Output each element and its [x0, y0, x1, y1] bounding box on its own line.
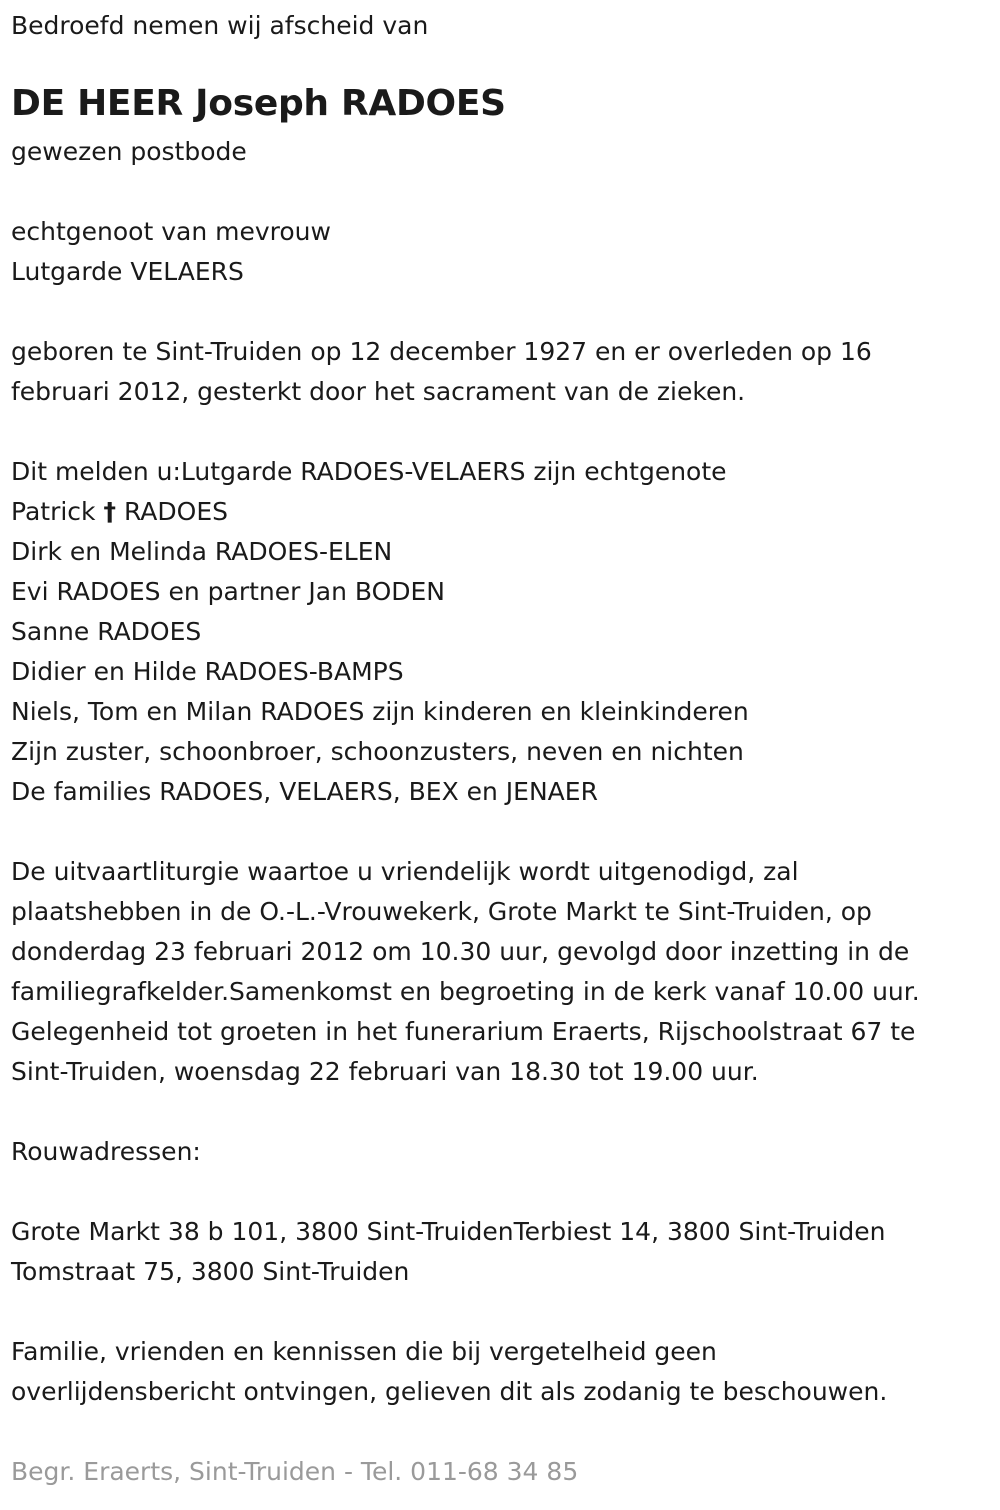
family-line: Dirk en Melinda RADOES-ELEN [11, 537, 393, 566]
spacer [11, 412, 991, 452]
spacer [11, 292, 991, 332]
obituary-notice [11, 6, 991, 1492]
family-line-patrick [11, 492, 991, 532]
family-line: Niels, Tom en Milan RADOES zijn kinderen en kleinkinderen [11, 697, 749, 726]
addresses-label: Rouwadressen: [11, 1137, 201, 1166]
cross-icon: † [103, 497, 116, 526]
family-line: Evi RADOES en partner Jan BODEN [11, 577, 445, 606]
funeral-line: Gelegenheid tot groeten in het funerarium Eraerts, Rijschoolstraat 67 te [11, 1017, 916, 1046]
funeral-line: familiegrafkelder.Samenkomst en begroeting in de kerk vanaf 10.00 uur. [11, 977, 920, 1006]
spouse-line-2: Lutgarde VELAERS [11, 257, 244, 286]
patrick-last-name: RADOES [123, 497, 228, 526]
patrick-first-name: Patrick [11, 497, 96, 526]
funeral-line: donderdag 23 februari 2012 om 10.30 uur, gevolgd door inzetting in de [11, 937, 910, 966]
spacer [11, 1172, 991, 1212]
closing-line: Familie, vrienden en kennissen die bij vergetelheid geen [11, 1337, 717, 1366]
birth-death-line-2: februari 2012, gesterkt door het sacrament van de zieken. [11, 377, 746, 406]
spacer [11, 1292, 991, 1332]
family-line: Sanne RADOES [11, 617, 202, 646]
funeral-line: Sint-Truiden, woensdag 22 februari van 18.30 tot 19.00 uur. [11, 1057, 759, 1086]
occupation-text: gewezen postbode [11, 137, 247, 166]
closing-line: overlijdensbericht ontvingen, gelieven dit als zodanig te beschouwen. [11, 1377, 888, 1406]
birth-death-line-1: geboren te Sint-Truiden op 12 december 1927 en er overleden op 16 [11, 337, 872, 366]
deceased-name: DE HEER Joseph RADOES [11, 83, 506, 124]
spacer [11, 1092, 991, 1132]
intro-text: Bedroefd nemen wij afscheid van [11, 11, 429, 40]
address-line: Grote Markt 38 b 101, 3800 Sint-TruidenTerbiest 14, 3800 Sint-Truiden [11, 1217, 886, 1246]
funeral-home-footer: Begr. Eraerts, Sint-Truiden - Tel. 011-68 34 85 [11, 1457, 579, 1486]
family-line: Zijn zuster, schoonbroer, schoonzusters, neven en nichten [11, 737, 744, 766]
spouse-line-1: echtgenoot van mevrouw [11, 217, 331, 246]
spacer [11, 1412, 991, 1452]
spacer [11, 172, 991, 212]
address-line: Tomstraat 75, 3800 Sint-Truiden [11, 1257, 410, 1286]
funeral-line: De uitvaartliturgie waartoe u vriendelijk wordt uitgenodigd, zal [11, 857, 799, 886]
funeral-line: plaatshebben in de O.-L.-Vrouwekerk, Grote Markt te Sint-Truiden, op [11, 897, 872, 926]
spacer [11, 812, 991, 852]
family-line: Didier en Hilde RADOES-BAMPS [11, 657, 404, 686]
family-line: De families RADOES, VELAERS, BEX en JENAER [11, 777, 598, 806]
family-line-announcement: Dit melden u:Lutgarde RADOES-VELAERS zijn echtgenote [11, 457, 727, 486]
